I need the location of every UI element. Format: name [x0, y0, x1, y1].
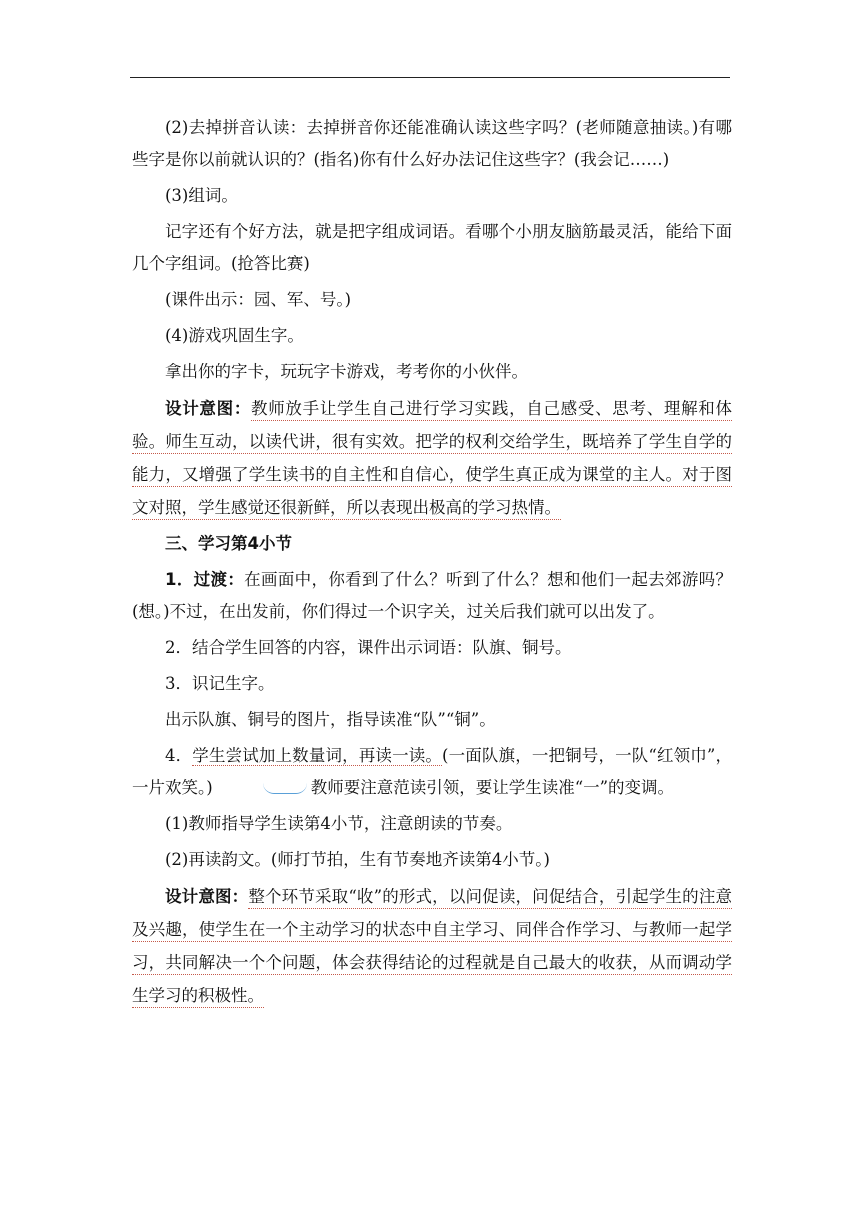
item-courseware-words: 2．结合学生回答的内容，课件出示词语：队旗、铜号。: [165, 638, 572, 657]
annotation-curve: [263, 783, 307, 794]
paragraph-courseware-chars: (课件出示：园、军、号。): [165, 290, 352, 309]
section-heading: 三、学习第4小节: [165, 534, 292, 553]
design-intent-1: [132, 392, 732, 524]
paragraph-game-title: (4)游戏巩固生字。: [165, 326, 304, 345]
document-body: [132, 112, 732, 1012]
design-intent-2: [132, 880, 732, 1012]
item-memorize: 3．识记生字。: [165, 674, 275, 693]
design-intent-label: 设计意图：: [165, 399, 252, 418]
paragraph-word-group-title: (3)组词。: [165, 186, 238, 205]
item-memorize-detail: 出示队旗、铜号的图片，指导读准“队”“铜”。: [165, 710, 496, 729]
teacher-note: 教师要注意范读引领，要让学生读准“一”的变调。: [310, 778, 675, 797]
item-quantifier-underlined: 学生尝试加上数量词，再读一读。: [192, 746, 443, 765]
design-intent-text: 整个环节采取“收”的形式，以问促读，问促结合，引起学生的注意及兴趣，使学生在一个主动学习的状态中自主学习、同伴合作学习、与教师一起学习，共同解决一个个问题，体会获得结论的过程就是自己最大的收获，从而调动学生学习的积极性。: [132, 887, 732, 1008]
item-quantifier: [132, 740, 732, 804]
item-quantifier-number: 4．: [165, 746, 193, 765]
design-intent-text: 教师放手让学生自己进行学习实践，自己感受、思考、理解和体验。师生互动，以读代讲，很有实效。把学的权利交给学生，既培养了学生自学的能力，又增强了学生读书的自主性和自信心，使学生真正成为课堂的主人。对于图文对照，学生感觉还很新鲜，所以表现出极高的学习热情。: [132, 399, 732, 520]
item-transition: [132, 564, 732, 628]
item-transition-label: 1．过渡：: [165, 570, 245, 589]
paragraph-word-group: 记字还有个好方法，就是把字组成词语。看哪个小朋友脑筋最灵活，能给下面几个字组词。(抢答比赛): [132, 222, 732, 273]
paragraph-remove-pinyin: (2)去掉拼音认读：去掉拼音你还能准确认读这些字吗？(老师随意抽读。)有哪些字是你以前就认识的？(指名)你有什么好办法记住这些字？(我会记……): [132, 118, 732, 169]
sub-item-reread: (2)再读韵文。(师打节拍，生有节奏地齐读第4小节。): [165, 850, 550, 869]
sub-item-rhythm: (1)教师指导学生读第4小节，注意朗读的节奏。: [165, 814, 513, 833]
design-intent-label: 设计意图：: [165, 887, 249, 906]
item-transition-text: 在画面中，你看到了什么？听到了什么？想和他们一起去郊游吗？(想。)不过，在出发前，你们得过一个识字关，过关后我们就可以出发了。: [132, 570, 733, 621]
header-rule: [130, 77, 730, 78]
item-quantifier-examples: (一面队旗，一把铜号，一队“红领巾”，一片欢笑。): [132, 746, 733, 797]
paragraph-card-game: 拿出你的字卡，玩玩字卡游戏，考考你的小伙伴。: [165, 362, 528, 381]
